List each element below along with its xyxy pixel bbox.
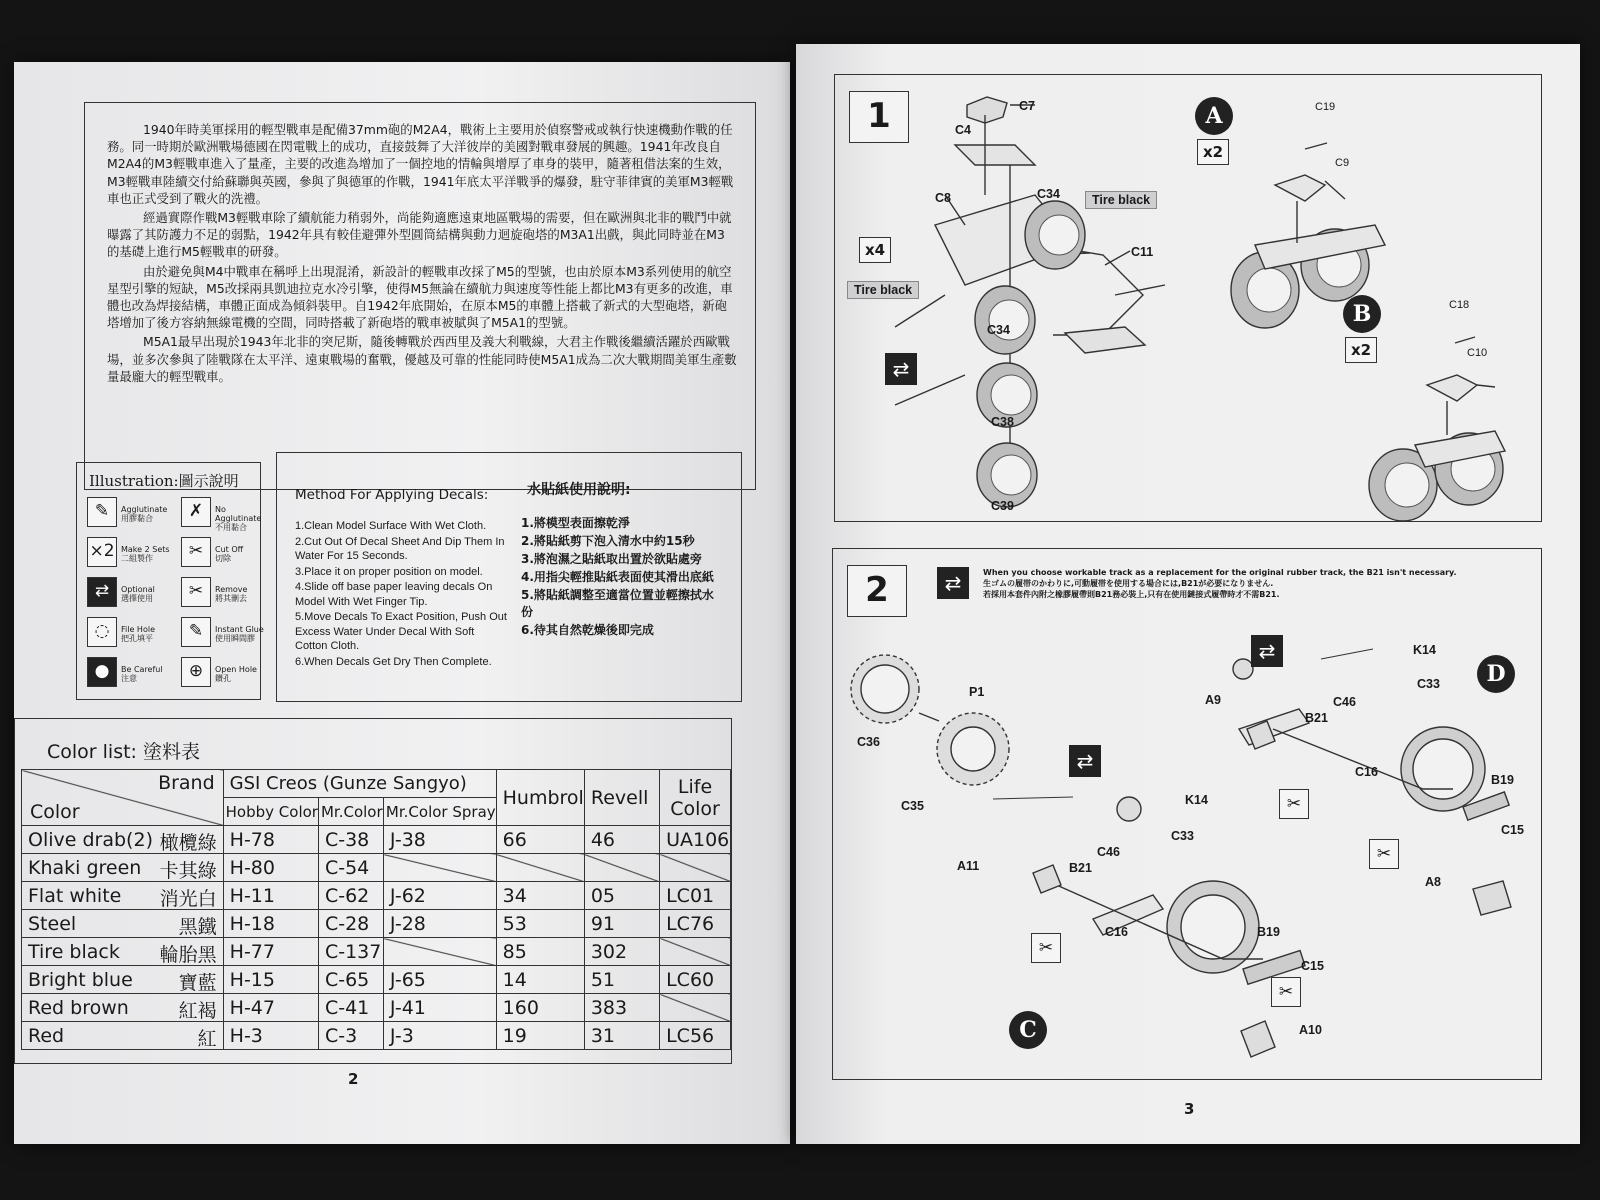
legend-item [87,577,179,615]
part-c16-label-top: C16 [1355,765,1378,779]
part-b19-label-bottom: B19 [1257,925,1280,939]
color-row [22,854,731,882]
legend-item-label [121,585,179,603]
legend-label-zh: 鑽孔 [215,674,231,683]
legend-label-zh: 注意 [121,674,137,683]
legend-label-zh: 使用瞬間膠 [215,634,255,643]
color-name-cell [22,938,224,966]
part-c10-label: C10 [1467,347,1488,359]
legend-label-en: Cut Off [215,545,244,554]
color-name-en: Tire black [28,940,120,963]
color-code-humbrol [496,854,584,882]
color-row [22,938,731,966]
revell-header: Revell [584,770,659,826]
part-c16-label-bottom: C16 [1105,925,1128,939]
legend-item [181,537,273,575]
decal-step-zh: 1.將模型表面擦乾淨 [521,516,630,530]
left-page [14,62,790,1144]
legend-item-label [215,665,273,683]
color-code-revell: 46 [584,826,659,854]
part-a9-label: A9 [1205,693,1221,707]
remove-icon: ✂ [181,577,211,607]
color-list-title: Color list: 塗料表 [47,741,200,763]
sub-assembly-b-label: B [1343,295,1381,333]
color-code-life: LC60 [660,966,731,994]
legend-item [181,577,273,615]
color-name-zh: 紅 [197,1028,217,1050]
color-code-life: LC56 [660,1022,731,1050]
intro-paragraph-3: 由於避免與M4中戰車在稱呼上出現混淆，新設計的輕戰車改採了M5的型號，也由於原本M3系列使用的航空星型引擎的短缺，M5改採兩具凱迪拉克水冷引擎，使得M5無論在續航力與速度等性能上都比M3有更多的改進，車體也改為焊接結構，車體正面成為傾斜裝甲。自1942年底開始，在原本M5的車體上搭載了新式的大型砲塔，新砲塔增加了後方容納無線電機的空間，同時搭載了新砲塔的戰車被賦與了M5A1的型號。 [107,263,733,331]
color-row [22,1022,731,1050]
color-code-life [660,938,731,966]
legend-label-zh: 用膠黏合 [121,514,153,523]
intro-paragraph-2: 經過實際作戰M3輕戰車除了續航能力稍弱外，尚能夠適應遠東地區戰場的需要，但在歐洲與北非的戰鬥中就曝露了其防護力不足的弱點，1942年具有較佳避彈外型圓筒結構與動力迴旋砲塔的M3A1出戲，與此同時並在M3的基礎上進行M5輕戰車的研發。 [107,210,732,260]
color-name-cell [22,854,224,882]
legend-title: Illustration:圖示說明 [89,472,239,490]
legend-label-zh: 選擇使用 [121,594,153,603]
part-c9-label: C9 [1335,157,1350,169]
part-p1-label: P1 [969,685,985,699]
color-name-cell [22,994,224,1022]
legend-label-zh: 將其刪去 [215,594,247,603]
color-code-revell: 383 [584,994,659,1022]
color-row [22,994,731,1022]
part-a11-label: A11 [957,859,980,873]
legend-label-en: No Agglutinate [215,505,262,523]
legend-item-label [215,545,273,563]
step-1-drawing [835,75,1543,523]
color-code-revell: 91 [584,910,659,938]
part-c34-label-bottom: C34 [987,323,1010,337]
color-code-humbrol: 160 [496,994,584,1022]
color-code-revell: 51 [584,966,659,994]
color-code-humbrol: 14 [496,966,584,994]
file-hole-icon: ◌ [87,617,117,647]
color-code-spray [383,938,496,966]
color-name-en: Steel [28,912,77,935]
part-c33-label-top: C33 [1417,677,1440,691]
legend-label-en: Instant Glue [215,625,264,634]
part-c46-label-top: C46 [1333,695,1356,709]
legend-item [87,617,179,655]
part-c38-label: C38 [991,415,1014,429]
part-c36-label: C36 [857,735,880,749]
legend-label-en: Open Hole [215,665,257,674]
color-code-humbrol: 53 [496,910,584,938]
mr-color-header: Mr.Color [318,798,383,826]
legend-label-zh: 把孔填平 [121,634,153,643]
legend-item-label [121,625,179,643]
part-c46-label-bottom: C46 [1097,845,1120,859]
decal-step-en: 1.Clean Model Surface With Wet Cloth. [295,520,487,532]
color-code-life: LC01 [660,882,731,910]
legend-label-en: Agglutinate [121,505,168,514]
color-code-mr: C-54 [318,854,383,882]
part-c8-label: C8 [935,191,951,205]
color-code-spray: J-3 [383,1022,496,1050]
legend-item-label [215,625,273,643]
cut-off-icon: ✂ [1369,839,1399,869]
part-c11-label: C11 [1131,245,1154,259]
color-name-cell [22,882,224,910]
step-1-number: 1 [849,91,909,143]
brand-color-corner [22,770,224,826]
color-code-hobby: H-78 [223,826,318,854]
color-code-mr: C-137 [318,938,383,966]
color-rows [22,826,731,1050]
legend-item [181,497,273,535]
color-code-life [660,994,731,1022]
color-row [22,966,731,994]
step-1-panel [834,74,1542,522]
color-name-zh: 寶藍 [178,972,217,994]
color-code-revell [584,854,659,882]
step-2-drawing [833,549,1543,1081]
color-header: Color [30,801,80,823]
legend-item [181,657,273,695]
cut-off-icon: ✂ [181,537,211,567]
decals-chinese-steps [521,515,725,640]
color-name-zh: 消光白 [159,888,217,910]
humbrol-header: Humbrol [496,770,584,826]
legend-item [87,497,179,535]
right-page [796,44,1580,1144]
part-c7-label: C7 [1019,99,1035,113]
color-name-en: Flat white [28,884,122,907]
color-row [22,910,731,938]
color-code-mr: C-3 [318,1022,383,1050]
decal-instructions [276,452,742,702]
decal-step-zh: 5.將貼紙調整至適當位置並輕擦拭水份 [521,588,714,619]
decal-step-zh: 4.用指尖輕推貼紙表面使其滑出底紙 [521,570,714,584]
part-a8-label: A8 [1425,875,1441,889]
color-code-hobby: H-80 [223,854,318,882]
illustration-legend [76,462,264,700]
legend-item-label [215,505,273,532]
part-c19-label: C19 [1315,101,1336,113]
color-name-en: Khaki green [28,856,142,879]
optional-icon: ⇄ [885,353,917,385]
color-table [21,769,731,1050]
decal-step-en: 6.When Decals Get Dry Then Complete. [295,655,492,668]
color-name-zh: 黑鐵 [178,916,217,938]
sub-assembly-d-label: D [1477,655,1515,693]
color-code-hobby: H-18 [223,910,318,938]
brand-header: Brand [158,772,215,794]
decal-step-en: 3.Place it on proper position on model. [295,565,483,578]
color-code-life: UA106 [660,826,731,854]
page-number-right: 3 [1184,1100,1195,1118]
part-k14-label-bottom: K14 [1185,793,1208,807]
color-code-humbrol: 19 [496,1022,584,1050]
legend-item [87,537,179,575]
color-code-humbrol: 66 [496,826,584,854]
part-k14-label-top: K14 [1413,643,1436,657]
sub-assembly-c-label: C [1009,1011,1047,1049]
color-code-hobby: H-77 [223,938,318,966]
optional-icon: ⇄ [937,567,969,599]
multiply-x2-icon: x2 [1345,337,1377,363]
intro-paragraph-1: 1940年時美軍採用的輕型戰車是配備37mm砲的M2A4，戰術上主要用於偵察警戒或執行快速機動作戰的任務。同一時期於歐洲戰場德國在閃電戰上的成功，直接鼓舞了大洋彼岸的美國對戰車發展的興趣。1941年改良自M2A4的M3輕戰車進入了量產，主要的改進為增加了一個控地的情輪與增厚了車身的裝甲，隨著租借法案的生效，M3輕戰車陸續交付給蘇聯與英國，參與了與德軍的作戰，1941年底太平洋戰爭的爆發，駐守菲律賓的美軍M3輕戰車也正式受到了戰火的洗禮。 [107,122,734,206]
hobby-color-header: Hobby Color [223,798,318,826]
legend-item-label [121,665,179,683]
part-c4-label: C4 [955,123,971,137]
decal-step-en: 2.Cut Out Of Decal Sheet And Dip Them In Water For 15 Seconds. [295,535,505,562]
color-code-spray: J-38 [383,826,496,854]
legend-label-en: Be Careful [121,665,163,674]
decals-english-steps [295,519,509,670]
part-c39-label: C39 [991,499,1014,513]
color-row [22,882,731,910]
decal-step-zh: 2.將貼紙剪下泡入清水中約15秒 [521,534,695,548]
gsi-header: GSI Creos (Gunze Sangyo) [223,770,496,798]
decal-step-en: 4.Slide off base paper leaving decals On Model With Wet Finger Tip. [295,581,493,608]
note-english: When you choose workable track as a replacement for the original rubber track, the B21 isn't necessary. [983,568,1457,577]
open-hole-icon: ⊕ [181,657,211,687]
part-c35-label: C35 [901,799,924,813]
no-glue-icon: ✗ [181,497,211,527]
decal-step-zh: 6.待其自然乾燥後即完成 [521,623,654,637]
color-code-mr: C-38 [318,826,383,854]
color-code-hobby: H-15 [223,966,318,994]
color-code-life [660,854,731,882]
x2-icon: ×2 [87,537,117,567]
step-2-panel [832,548,1542,1080]
part-c15-label-bottom: C15 [1301,959,1324,973]
optional-icon: ⇄ [1069,745,1101,777]
part-c18-label: C18 [1449,299,1470,311]
legend-item [87,657,179,695]
color-name-cell [22,966,224,994]
be-careful-icon: ● [87,657,117,687]
color-name-zh: 卡其綠 [159,860,217,882]
color-name-en: Red brown [28,996,129,1019]
color-code-mr: C-28 [318,910,383,938]
note-chinese: 若採用本套件內附之橡膠履帶則B21務必裝上,只有在使用鏈接式履帶時才不需B21. [983,590,1280,599]
step-2-number: 2 [847,565,907,617]
tire-black-tag-left: Tire black [847,281,919,299]
part-c33-label-bottom: C33 [1171,829,1194,843]
color-code-spray [383,854,496,882]
color-code-hobby: H-11 [223,882,318,910]
color-code-spray: J-65 [383,966,496,994]
color-code-spray: J-28 [383,910,496,938]
color-code-hobby: H-3 [223,1022,318,1050]
legend-label-en: Make 2 Sets [121,545,170,554]
legend-item [181,617,273,655]
color-code-mr: C-62 [318,882,383,910]
color-code-revell: 31 [584,1022,659,1050]
color-code-revell: 302 [584,938,659,966]
tire-black-tag-top: Tire black [1085,191,1157,209]
part-c34-label-top: C34 [1037,187,1060,201]
instant-glue-icon: ✎ [181,617,211,647]
optional-icon: ⇄ [1251,635,1283,667]
color-code-mr: C-41 [318,994,383,1022]
part-b21-label-bottom: B21 [1069,861,1092,875]
part-a10-label: A10 [1299,1023,1322,1037]
legend-label-zh: 不用黏合 [215,523,247,532]
decal-step-en: 5.Move Decals To Exact Position, Push Out Excess Water Under Decal With Soft Cotton Cloth. [295,611,507,652]
part-b21-label-top: B21 [1305,711,1328,725]
part-b19-label-top: B19 [1491,773,1514,787]
multiply-x4-icon: x4 [859,237,891,263]
cut-off-icon: ✂ [1271,977,1301,1007]
multiply-x2-icon: x2 [1197,139,1229,165]
legend-label-zh: 二組製作 [121,554,153,563]
legend-label-zh: 切除 [215,554,231,563]
decals-english-title: Method For Applying Decals: [295,487,489,503]
decal-step-zh: 3.將泡濕之貼紙取出置於欲貼處旁 [521,552,702,566]
legend-item-label [121,505,179,523]
color-code-spray: J-41 [383,994,496,1022]
sub-assembly-a-label: A [1195,97,1233,135]
color-code-revell: 05 [584,882,659,910]
mr-color-spray-header: Mr.Color Spray [383,798,496,826]
page-number-left: 2 [348,1070,359,1088]
color-code-spray: J-62 [383,882,496,910]
life-color-header: Life Color [660,770,731,826]
color-code-mr: C-65 [318,966,383,994]
color-name-cell [22,826,224,854]
color-name-cell [22,910,224,938]
color-name-en: Olive drab(2) [28,828,153,851]
optional-icon: ⇄ [87,577,117,607]
color-code-humbrol: 85 [496,938,584,966]
color-list [14,718,732,1064]
color-code-life: LC76 [660,910,731,938]
part-c15-label-top: C15 [1501,823,1524,837]
color-name-zh: 橄欖綠 [159,832,217,854]
color-name-en: Bright blue [28,968,133,991]
legend-label-en: File Hole [121,625,155,634]
color-name-cell [22,1022,224,1050]
color-name-zh: 輪胎黑 [159,944,217,966]
glue-tube-icon: ✎ [87,497,117,527]
color-code-humbrol: 34 [496,882,584,910]
cut-off-icon: ✂ [1279,789,1309,819]
legend-label-en: Optional [121,585,155,594]
color-row [22,826,731,854]
color-name-zh: 紅褐 [178,1000,217,1022]
legend-item-label [215,585,273,603]
legend-item-label [121,545,179,563]
legend-label-en: Remove [215,585,248,594]
note-japanese: 生ゴムの履帯のかわりに,可動履帯を使用する場合には,B21が必要になりません. [983,579,1274,588]
intro-paragraph-4: M5A1最早出現於1943年北非的突尼斯，隨後轉戰於西西里及義大利戰線，大君主作戰後繼續活躍於西歐戰場，並多次參與了陸戰隊在太平洋、遠東戰場的奮戰，優越及可靠的性能同時使M5A1成為二次大戰期間美軍生產數量最龐大的輕型戰車。 [107,334,737,384]
history-text-box [84,102,756,490]
color-name-en: Red [28,1024,65,1047]
cut-off-icon: ✂ [1031,933,1061,963]
decals-chinese-title: 水貼紙使用說明: [527,482,631,498]
color-code-hobby: H-47 [223,994,318,1022]
